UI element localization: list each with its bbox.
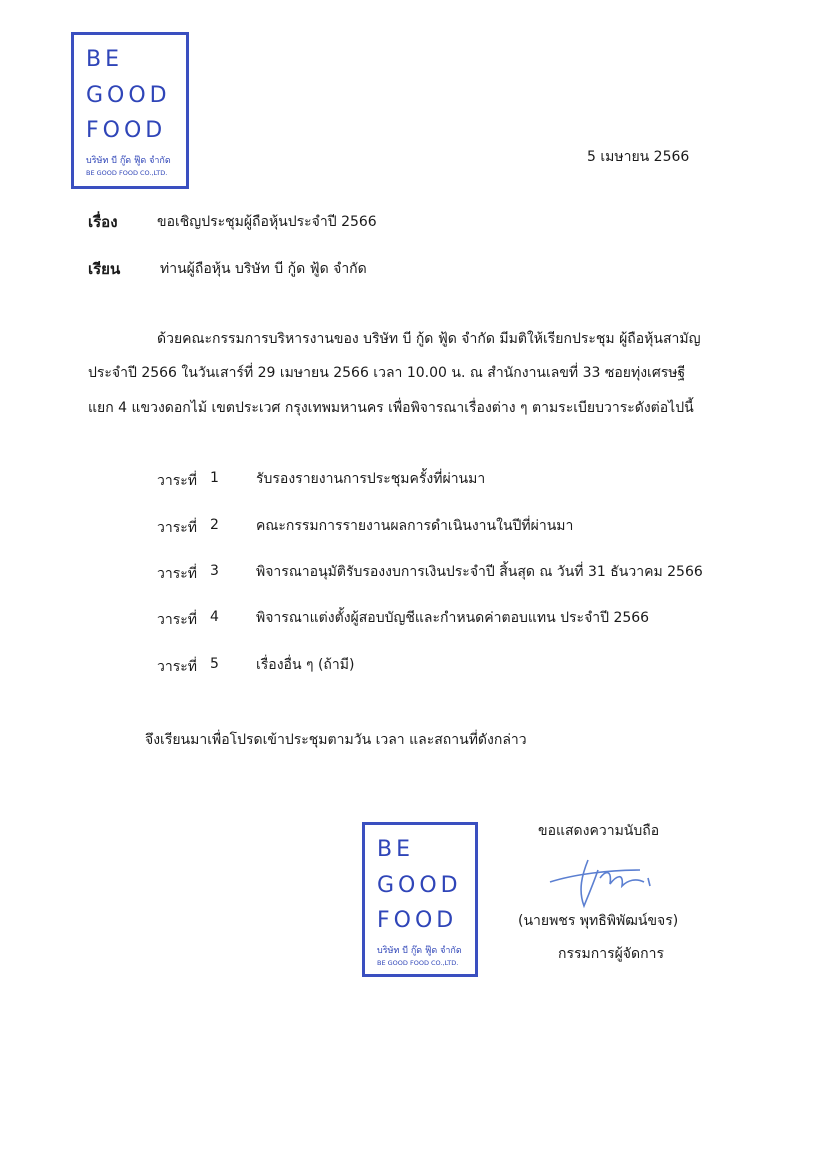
- logo-line-good: GOOD: [86, 83, 171, 108]
- agenda-number: 4: [210, 609, 219, 625]
- logo-line-food: FOOD: [377, 908, 458, 933]
- logo-line-be: BE: [377, 837, 414, 862]
- agenda-text: พิจารณาอนุมัติรับรองงบการเงินประจำปี สิ้นสุด ณ วันที่ 31 ธันวาคม 2566: [256, 564, 703, 580]
- logo-line-be: BE: [86, 47, 123, 72]
- subject-label: เรื่อง: [88, 213, 118, 231]
- recipient-label: เรียน: [88, 260, 121, 278]
- recipient-text: ท่านผู้ถือหุ้น บริษัท บี กู้ด ฟู้ด จำกัด: [160, 261, 367, 277]
- regards-text: ขอแสดงความนับถือ: [538, 823, 660, 839]
- logo-thai-name: บริษัท บี กู๊ด ฟู๊ด จำกัด: [377, 946, 462, 956]
- agenda-label: วาระที่: [157, 659, 197, 675]
- agenda-text: พิจารณาแต่งตั้งผู้สอบบัญชีและกำหนดค่าตอบแทน ประจำปี 2566: [256, 610, 650, 626]
- handwritten-signature: [540, 840, 670, 915]
- agenda-label: วาระที่: [157, 520, 197, 536]
- company-logo-stamp: [362, 822, 478, 977]
- signatory-name: (นายพชร พุทธิพิพัฒน์ขจร): [518, 913, 679, 929]
- agenda-number: 2: [210, 517, 219, 533]
- letter-date: 5 เมษายน 2566: [587, 149, 690, 165]
- logo-line-food: FOOD: [86, 118, 167, 143]
- logo-line-good: GOOD: [377, 873, 462, 898]
- agenda-label: วาระที่: [157, 612, 197, 628]
- agenda-number: 1: [210, 470, 219, 486]
- agenda-label: วาระที่: [157, 566, 197, 582]
- signatory-title: กรรมการผู้จัดการ: [558, 946, 664, 962]
- body-line-1: ด้วยคณะกรรมการบริหารงานของ บริษัท บี กู้ด ฟู้ด จำกัด มีมติให้เรียกประชุม ผู้ถือหุ้นสามัญ: [157, 331, 701, 347]
- logo-english-name: BE GOOD FOOD CO.,LTD.: [377, 959, 459, 967]
- body-line-3: แยก 4 แขวงดอกไม้ เขตประเวศ กรุงเทพมหานคร เพื่อพิจารณาเรื่องต่าง ๆ ตามระเบียบวาระดังต่อไปนี้: [88, 400, 694, 416]
- subject-text: ขอเชิญประชุมผู้ถือหุ้นประจำปี 2566: [157, 214, 377, 230]
- agenda-text: คณะกรรมการรายงานผลการดำเนินงานในปีที่ผ่านมา: [256, 518, 574, 534]
- agenda-number: 5: [210, 656, 219, 672]
- body-line-2: ประจำปี 2566 ในวันเสาร์ที่ 29 เมษายน 2566 เวลา 10.00 น. ณ สำนักงานเลขที่ 33 ซอยทุ่งเศรษฐี: [88, 365, 686, 381]
- agenda-label: วาระที่: [157, 473, 197, 489]
- logo-english-name: BE GOOD FOOD CO.,LTD.: [86, 169, 168, 177]
- agenda-number: 3: [210, 563, 219, 579]
- agenda-text: เรื่องอื่น ๆ (ถ้ามี): [256, 657, 355, 673]
- closing-line: จึงเรียนมาเพื่อโปรดเข้าประชุมตามวัน เวลา และสถานที่ดังกล่าว: [145, 732, 527, 748]
- logo-thai-name: บริษัท บี กู๊ด ฟู๊ด จำกัด: [86, 156, 171, 166]
- agenda-text: รับรองรายงานการประชุมครั้งที่ผ่านมา: [256, 471, 486, 487]
- company-logo-top: [71, 32, 189, 189]
